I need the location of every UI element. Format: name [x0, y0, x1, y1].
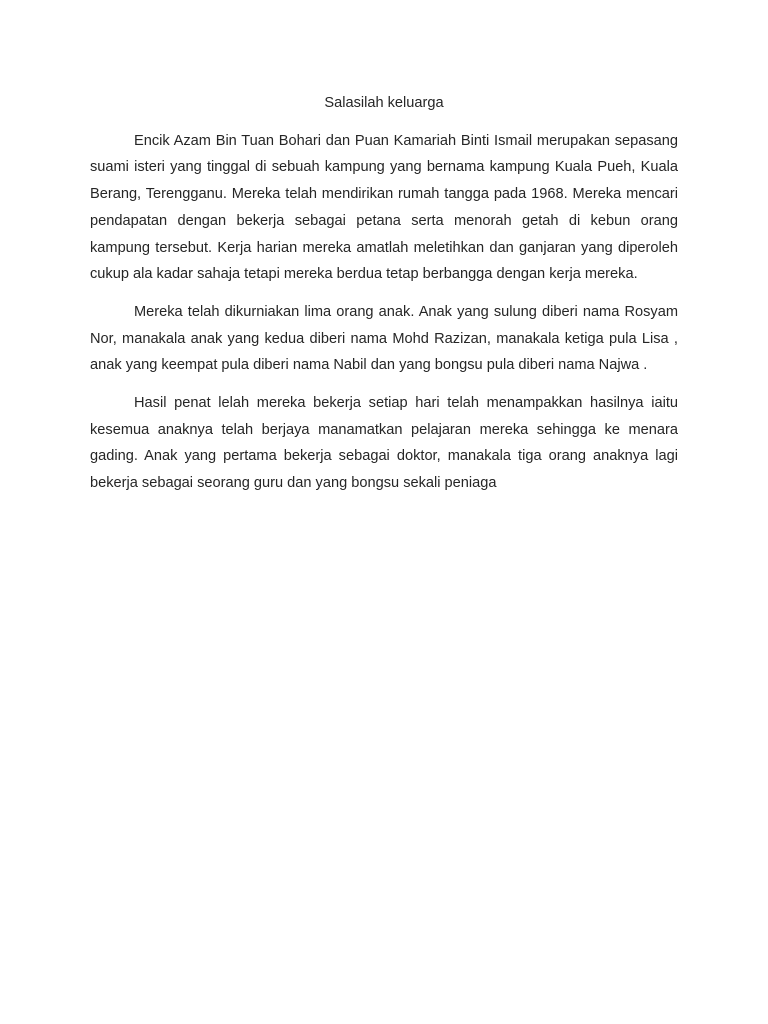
- document-title: Salasilah keluarga: [324, 95, 444, 111]
- paragraph-2: Mereka telah dikurniakan lima orang anak. Anak yang sulung diberi nama Rosyam Nor, manakala anak yang kedua diberi nama Mohd Razizan, manakala ketiga pula Lisa , anak yang keempat pula diberi nama Nabil dan yang bongsu pula diberi nama Najwa .: [90, 303, 678, 374]
- paragraph-1: Encik Azam Bin Tuan Bohari dan Puan Kamariah Binti Ismail merupakan sepasang suami isteri yang tinggal di sebuah kampung yang bernama kampung Kuala Pueh, Kuala Berang, Terengganu. Mereka telah mendirikan rumah tangga pada 1968. Mereka mencari pendapatan dengan bekerja sebagai petana serta menorah getah di kebun orang kampung tersebut. Kerja harian mereka amatlah meletihkan dan ganjaran yang diperoleh cukup ala kadar sahaja tetapi mereka berdua tetap berbangga dengan kerja mereka.: [90, 132, 678, 283]
- document-body: [90, 90, 678, 508]
- paragraph-3: Hasil penat lelah mereka bekerja setiap hari telah menampakkan hasilnya iaitu kesemua anaknya telah berjaya manamatkan pelajaran mereka sehingga ke menara gading. Anak yang pertama bekerja sebagai doktor, manakala tiga orang anaknya lagi bekerja sebagai seorang guru dan yang bongsu sekali peniaga: [90, 395, 678, 492]
